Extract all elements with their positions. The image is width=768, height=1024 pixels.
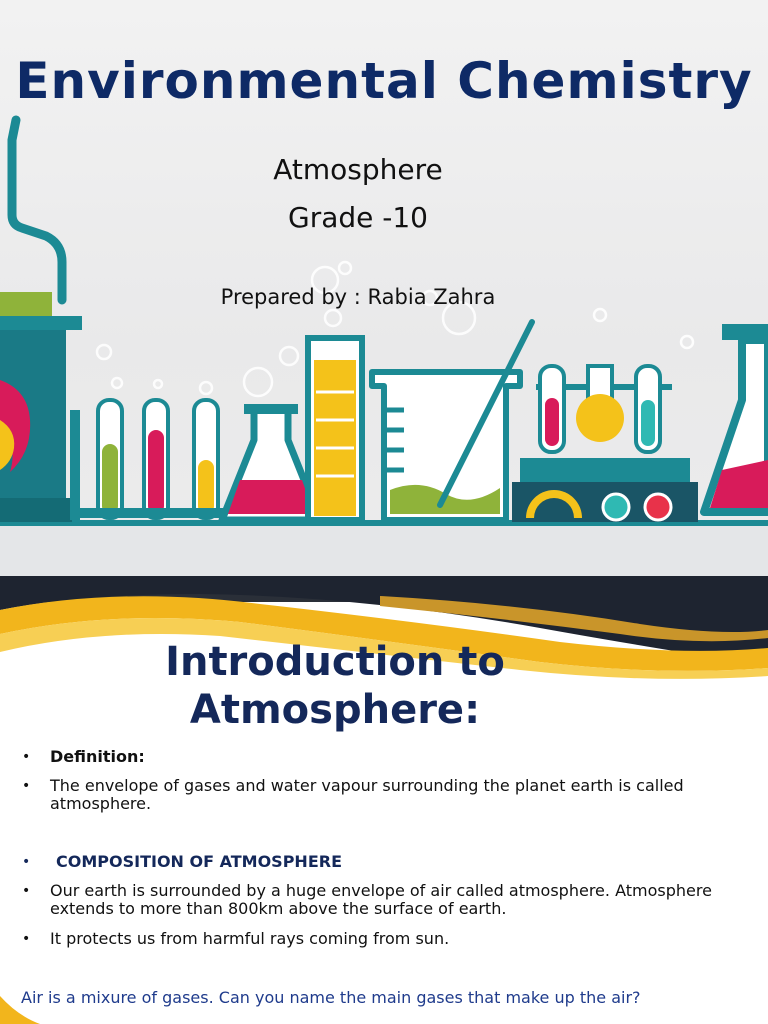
- discussion-question: Air is a mixure of gases. Can you name the main gases that make up the air?: [21, 988, 641, 1007]
- bullet-text: Definition:: [50, 747, 145, 766]
- presentation-title: Environmental Chemistry: [15, 52, 753, 110]
- bullet-dot: •: [22, 883, 31, 899]
- bullet-composition-heading: [22, 853, 762, 871]
- slide-heading: [120, 638, 550, 734]
- bullet-dot: •: [22, 931, 31, 947]
- bullet-text: The envelope of gases and water vapour surrounding the planet earth is called atmosphere.: [50, 776, 684, 813]
- subtitle-topic: Atmosphere: [273, 153, 443, 186]
- bullet-definition-text: [22, 777, 762, 813]
- bullet-protection: [22, 930, 762, 948]
- bullet-dot: •: [22, 854, 31, 870]
- bullet-text: Our earth is surrounded by a huge envelope of air called atmosphere. Atmosphere extends to more than 800km above the surface of earth.: [50, 881, 712, 918]
- subtitle-grade: Grade -10: [288, 201, 428, 234]
- introduction-slide: [0, 576, 768, 1024]
- bullet-text: COMPOSITION OF ATMOSPHERE: [56, 852, 342, 871]
- prepared-by-text: Prepared by : Rabia Zahra: [220, 285, 496, 309]
- bullet-dot: •: [22, 749, 31, 765]
- heading-line-1: Introduction to: [165, 639, 505, 685]
- bullet-text: It protects us from harmful rays coming from sun.: [50, 929, 450, 948]
- bullet-dot: •: [22, 778, 31, 794]
- heading-line-2: Atmosphere:: [189, 687, 481, 733]
- bullet-definition: [22, 748, 762, 766]
- bullet-earth-envelope: [22, 882, 762, 918]
